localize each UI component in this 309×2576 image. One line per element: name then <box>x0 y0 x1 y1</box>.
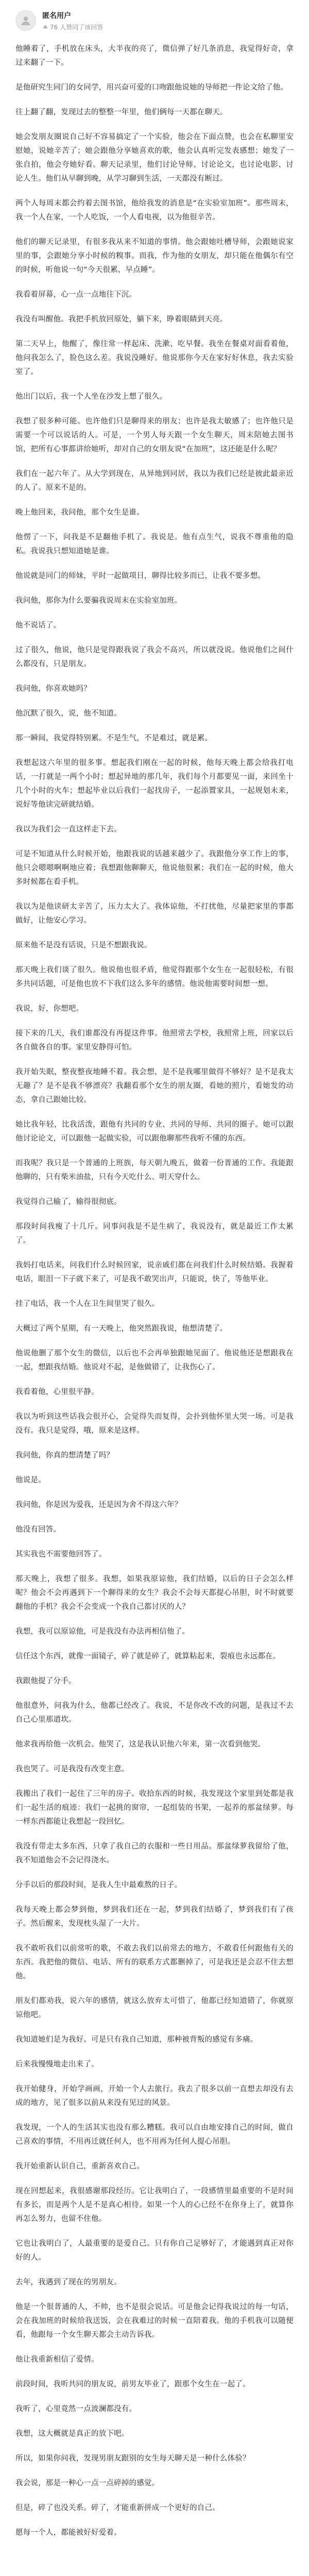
answer-paragraph: 他没有回答。 <box>15 1526 61 1534</box>
answer-paragraph: 我会说，那是一种心一点一点碎掉的感觉。 <box>15 2479 160 2487</box>
upvote-info <box>42 23 103 31</box>
answer-paragraph: 那段时间我瘦了十几斤。同事问我是不是生病了，我说没有，就是最近工作太累了。 <box>15 1223 294 1245</box>
answer-paragraph: 我不敢听我们以前常听的歌，不敢去我们以前常去的地方，不敢看任何跟他有关的东西。我把他的微信、电话、所有的联系方式都删掉了，可是我还是会忍不住去想他。 <box>15 1944 294 1980</box>
answer-paragraph: 愿每一个人，都能被好好爱着。 <box>15 2529 122 2537</box>
answer-paragraph: 信任这个东西，就像一面镜子，碎了就是碎了，就算粘起来，裂痕也永远都在。 <box>15 1652 281 1660</box>
answer-body <box>0 33 309 2540</box>
answer-paragraph: 我搬出了我们一起住了三年的房子。收拾东西的时候，我发现这个家里到处都是我们一起生活的痕迹：我们一起挑的窗帘，一起组装的书架，一起养的那盆绿萝。每一样东西都能让我想起一段回忆。 <box>15 1790 294 1826</box>
answer-paragraph: 原来他不是没有话说，只是不想跟我说。 <box>15 941 152 950</box>
answer-paragraph: 他说他删了那个女生的微信，以后也不会再单独跟她见面了。他说他还是想跟我在一起，想跟我结婚。他说对不起，是他做错了，让我伤心了。 <box>15 1349 294 1371</box>
answer-paragraph: 是他研究生同门的女同学，用兴奋可爱的口吻跟他说她的导师把一件论文给了他。 <box>15 83 288 92</box>
answer-paragraph: 晚上他回来，我问他，那个女生是谁。 <box>15 509 144 517</box>
answer-paragraph: 他睡着了，手机放在床头，大半夜的亮了，微信弹了好几条消息，我觉得好奇，拿过来翻了一下。 <box>15 45 294 67</box>
answer-paragraph: 我开始健身，开始学画画，开始一个人去旅行。我去了很多以前一直想去却没有去成的地方，见了很多以前从来没有见过的风景。 <box>15 2085 294 2107</box>
answer-paragraph: 我没有叫醒他。我把手机放回原处，躺下来，睁着眼睛到天亮。 <box>15 315 228 324</box>
answer-paragraph: 而我呢？我只是一个普通的上班族，每天朝九晚五，做着一份普通的工作。我能跟他聊的，只有柴米油盐，只有今天吃什么、明天穿什么。 <box>15 1159 294 1181</box>
answer-paragraph: 他说是。 <box>15 1476 46 1484</box>
answer-paragraph: 我问他，你真的想清楚了吗？ <box>15 1451 114 1460</box>
answer-paragraph: 我想，我可以原谅他，可是我没有办法再相信他了。 <box>15 1628 190 1636</box>
answer-paragraph: 我们在一起六年了。从大学到现在，从异地到同居，我以为我们已经是彼此最亲近的人了。原来不是的。 <box>15 470 294 492</box>
answer-paragraph: 可是不知道从什么时候开始，他跟我说的话越来越少了。我跟他分享工作上的事，他只会嗯嗯啊啊地应着；我想跟他聊聊天，他说他很累；我们在一起的时候，他大多时候都在看手机。 <box>15 850 294 886</box>
answer-paragraph: 她会发朋友圈说自己好不容易搞定了一个实验，他会在下面点赞，也会在私聊里安慰她，说她辛苦了；她会跟他分享她喜欢的歌，他会认真听完发表感想；她发了一张自拍，他会夸她好看。聊天记录里，他们讨论导师、讨论论文，也讨论电影、讨论人生。他们从早聊到晚，从学习聊到生活，一天都没有断过。 <box>15 133 294 183</box>
answer-paragraph: 他愣了一下，问我是不是翻他手机了。我说是。他有点生气，说我不尊重他的隐私。我说我只想知道她是谁。 <box>15 533 294 555</box>
answer-paragraph: 我想，这大概就是真正的放下吧。 <box>15 2430 129 2438</box>
answer-paragraph: 大概过了两个星期，有一天晚上，他突然跟我说，他想清楚了。 <box>15 1325 228 1333</box>
answer-paragraph: 它也让我明白了，人最重要的是爱自己。只有你自己足够好了，才能遇到真正对你好的人。 <box>15 2240 294 2262</box>
answer-paragraph: 那天晚上我们谈了很久。他说他也很矛盾，他觉得跟那个女生在一起很轻松，有很多共同话题，可是他也放不下我们这么多年的感情。他说他需要时间想一想。 <box>15 966 294 988</box>
answer-paragraph: 朋友们都劝我，说六年的感情，就这么放弃太可惜了，他都已经知道错了，你就原谅他吧。 <box>15 1997 294 2019</box>
answer-paragraph: 她比我年轻，比我活泼，跟他有共同的专业、共同的导师、共同的圈子。她可以跟他讨论论文，可以跟他一起做实验，可以跟他聊那些我听不懂的东西。 <box>15 1121 294 1143</box>
answer-paragraph: 他不说话了。 <box>15 621 61 630</box>
answer-paragraph: 我问他，你喜欢她吗？ <box>15 685 91 693</box>
answer-paragraph: 他说就是同门的师妹，平时一起做项目，聊得比较多而已，让我不要多想。 <box>15 572 266 580</box>
answer-paragraph: 我问他，那你为什么要骗我说周末在实验室加班。 <box>15 597 182 605</box>
answer-paragraph: 我说，好，你想吧。 <box>15 1005 84 1013</box>
answer-paragraph: 我妈打电话来，问我们什么时候回家，说亲戚们都在问我们什么时候结婚。我握着电话，眼泪一下子就下来了，可是我不敢哭出声，只能说，快了，等他毕业。 <box>15 1261 294 1283</box>
anonymous-user-icon <box>20 14 32 27</box>
answer-paragraph: 两个人每周末都会约着去图书馆，他给我发的消息是“在实验室加班”。那些周末，我一个人在家，一个人吃饭，一个人看电视，以为他很辛苦。 <box>15 199 294 222</box>
answer-paragraph: 我看着他，心里很平静。 <box>15 1388 99 1396</box>
answer-paragraph: 我以为听到这些话我会很开心，会觉得失而复得，会扑到他怀里大哭一场。可是我没有。我只是觉得，哦，原来是这样。 <box>15 1413 294 1435</box>
answer-paragraph: 接下来的几天，我们谁都没有再提这件事。他照常去学校，我照常上班，回家以后各自做各自的事。家里安静得可怕。 <box>15 1029 294 1052</box>
answer-paragraph: 第二天早上，他醒了，像往常一样起床、洗漱、吃早餐。我坐在餐桌对面看着他，他问我怎么了，脸色这么差。我说没睡好。他说那你今天在家好好休息，我去实验室了。 <box>15 340 294 376</box>
answer-paragraph: 挂了电话，我一个人在卫生间里哭了很久。 <box>15 1300 160 1308</box>
answer-paragraph: 我开始重新认识自己，重新喜欢自己。 <box>15 2162 144 2171</box>
answer-paragraph: 过了很久，他说，他只是觉得跟我说了我会不高兴，所以就没说。他说他们之间什么都没有，只是朋友。 <box>15 646 294 668</box>
answer-paragraph: 往上翻了翻，发现过去的整整一年里，他们俩每一天都在聊天。 <box>15 108 228 116</box>
answer-paragraph: 我开始失眠，整夜整夜地睡不着。我会想，是不是我哪里做得不够好？是不是我太无趣了？是不是我不够漂亮？我翻看那个女生的朋友圈，看她的照片，看她发的动态，拿自己跟她比较。 <box>15 1068 294 1104</box>
answer-paragraph: 我每天晚上都会梦到他，梦到我们还在一起，梦到我们结婚了，梦到我们有了孩子。然后醒来，发现枕头湿了一大片。 <box>15 1906 294 1928</box>
answer-paragraph: 前段时间，我听共同的朋友说，前男友毕业了，跟那个女生在一起了。 <box>15 2380 250 2388</box>
answer-paragraph: 我也哭了。可是我没有改变主意。 <box>15 1765 129 1773</box>
answer-paragraph: 他出门以后，我一个人坐在沙发上想了很久。 <box>15 393 167 401</box>
author-name[interactable]: 匿名用户 <box>42 11 71 20</box>
answer-paragraph: 我以为是他读研太辛苦了，压力太大了。我体谅他，不打扰他，尽量把家里的事都做好，让他安心学习。 <box>15 903 294 925</box>
answer-paragraph: 但是，碎了也没关系。碎了，才能重新拼成一个更好的自己。 <box>15 2504 220 2512</box>
answer-paragraph: 他是一个很普通的人，不帅，也不是很会说话。可是他会记得我说过的每一句话，会在我加班的时候给我送饭，会在我难过的时候一直陪着我。他的手机我可以随便看，他跟每一个女生聊天都会主动告诉我。 <box>15 2303 294 2339</box>
answer-paragraph: 我没有带走太多东西，只拿了我自己的衣服和一些日用品。那盆绿萝我留给了他，我不知道他会不会记得浇水。 <box>15 1842 294 1865</box>
answer-paragraph: 分手以后的那段时间，是我人生中最难熬的日子。 <box>15 1881 182 1889</box>
answer-paragraph: 他很意外，问我为什么，他都已经改了。我说，不是你改不改的问题，是我过不去自己心里那道坎。 <box>15 1702 294 1724</box>
answer-paragraph: 他们的聊天记录里，有很多我从来不知道的事情。他会跟她吐槽导师，会跟她说家里的事，会跟她分享小时候的糗事。而我，作为他的女朋友，却只能在他偶尔有空的时候，听他说一句“今天很累，早点睡”。 <box>15 238 294 274</box>
answer-paragraph: 那天晚上，我想了很多。我想，如果我原谅他，我们结婚，以后的日子会怎么样呢？他会不会再遇到下一个聊得来的女生？我会不会每天都提心吊胆，时不时就要翻他的手机？我会不会变成一个我自己都讨厌的人？ <box>15 1575 294 1611</box>
answer-paragraph: 所以，如果你问我，发现男朋友跟别的女生每天聊天是一种什么体验？ <box>15 2454 250 2463</box>
answer-paragraph: 我想起这六年里的很多事。想起我们刚在一起的时候，他每天晚上都会给我打电话，一打就是一两个小时；想起异地的那几年，我们每个月都要见一面，来回坐十几个小时的火车；想起毕业以后我们一起找房子，一起添置家具，一起规划未来，说好等他读完研就结婚。 <box>15 759 294 809</box>
answer-paragraph: 其实我也不需要他回答了。 <box>15 1550 107 1558</box>
upvote-arrow-icon <box>42 24 48 30</box>
answer-paragraph: 我问他，你是因为爱我，还是因为舍不得这六年？ <box>15 1501 182 1509</box>
answer-paragraph: 他求我再给他一次机会。他哭了，这是我认识他六年来，第一次看到他哭。 <box>15 1740 266 1749</box>
answer-paragraph: 我看着屏幕，心一点一点地往下沉。 <box>15 291 137 299</box>
answer-paragraph: 我发现，一个人的生活其实也没有那么糟糕。我可以自由地安排自己的时间，做自己喜欢的事情，不用再迁就任何人，也不用再为任何人提心吊胆。 <box>15 2124 294 2146</box>
avatar[interactable] <box>15 10 36 31</box>
answer-paragraph: 我知道她们是为我好。可是只有我自己知道，那种被背叛的感觉有多痛。 <box>15 2036 258 2044</box>
answer-paragraph: 我听了，心里竟然一点波澜都没有。 <box>15 2405 137 2413</box>
answer-paragraph: 他让我重新相信了爱情。 <box>15 2355 99 2364</box>
answer-paragraph: 他沉默了很久，说，他不知道。 <box>15 709 122 718</box>
answer-paragraph: 现在回想起来，我很感谢那段经历。它让我明白了，一段感情里最重要的不是时间有多长，而是两个人是不是真心相待。如果一个人的心已经不在你身上了，就算你再怎么努力，也留不住他。 <box>15 2187 294 2223</box>
answer-paragraph: 那一瞬间，我觉得特别累。不是生气，不是难过，就是累。 <box>15 734 213 742</box>
answer-header <box>0 0 309 33</box>
answer-paragraph: 我觉得自己输了，输得很彻底。 <box>15 1198 122 1206</box>
answer-paragraph: 我跟他提了分手。 <box>15 1677 76 1685</box>
answer-paragraph: 后来我慢慢地走出来了。 <box>15 2060 99 2069</box>
upvote-count-text: 76 人赞同了该回答 <box>50 23 104 31</box>
author-meta <box>42 10 103 31</box>
answer-paragraph: 去年，我遇到了现在的男朋友。 <box>15 2278 122 2286</box>
answer-paragraph: 我想了很多种可能。也许他们只是聊得来的朋友；也许是我太敏感了；也许他只是需要一个可以说话的人。可是，一个男人每天跟一个女生聊天，周末陪她去图书馆，把所有心事都讲给她听，却对自己的女朋友说“在加班”，这还能是什么呢？ <box>15 417 294 453</box>
answer-paragraph: 我以为我们会一直这样走下去。 <box>15 825 122 834</box>
